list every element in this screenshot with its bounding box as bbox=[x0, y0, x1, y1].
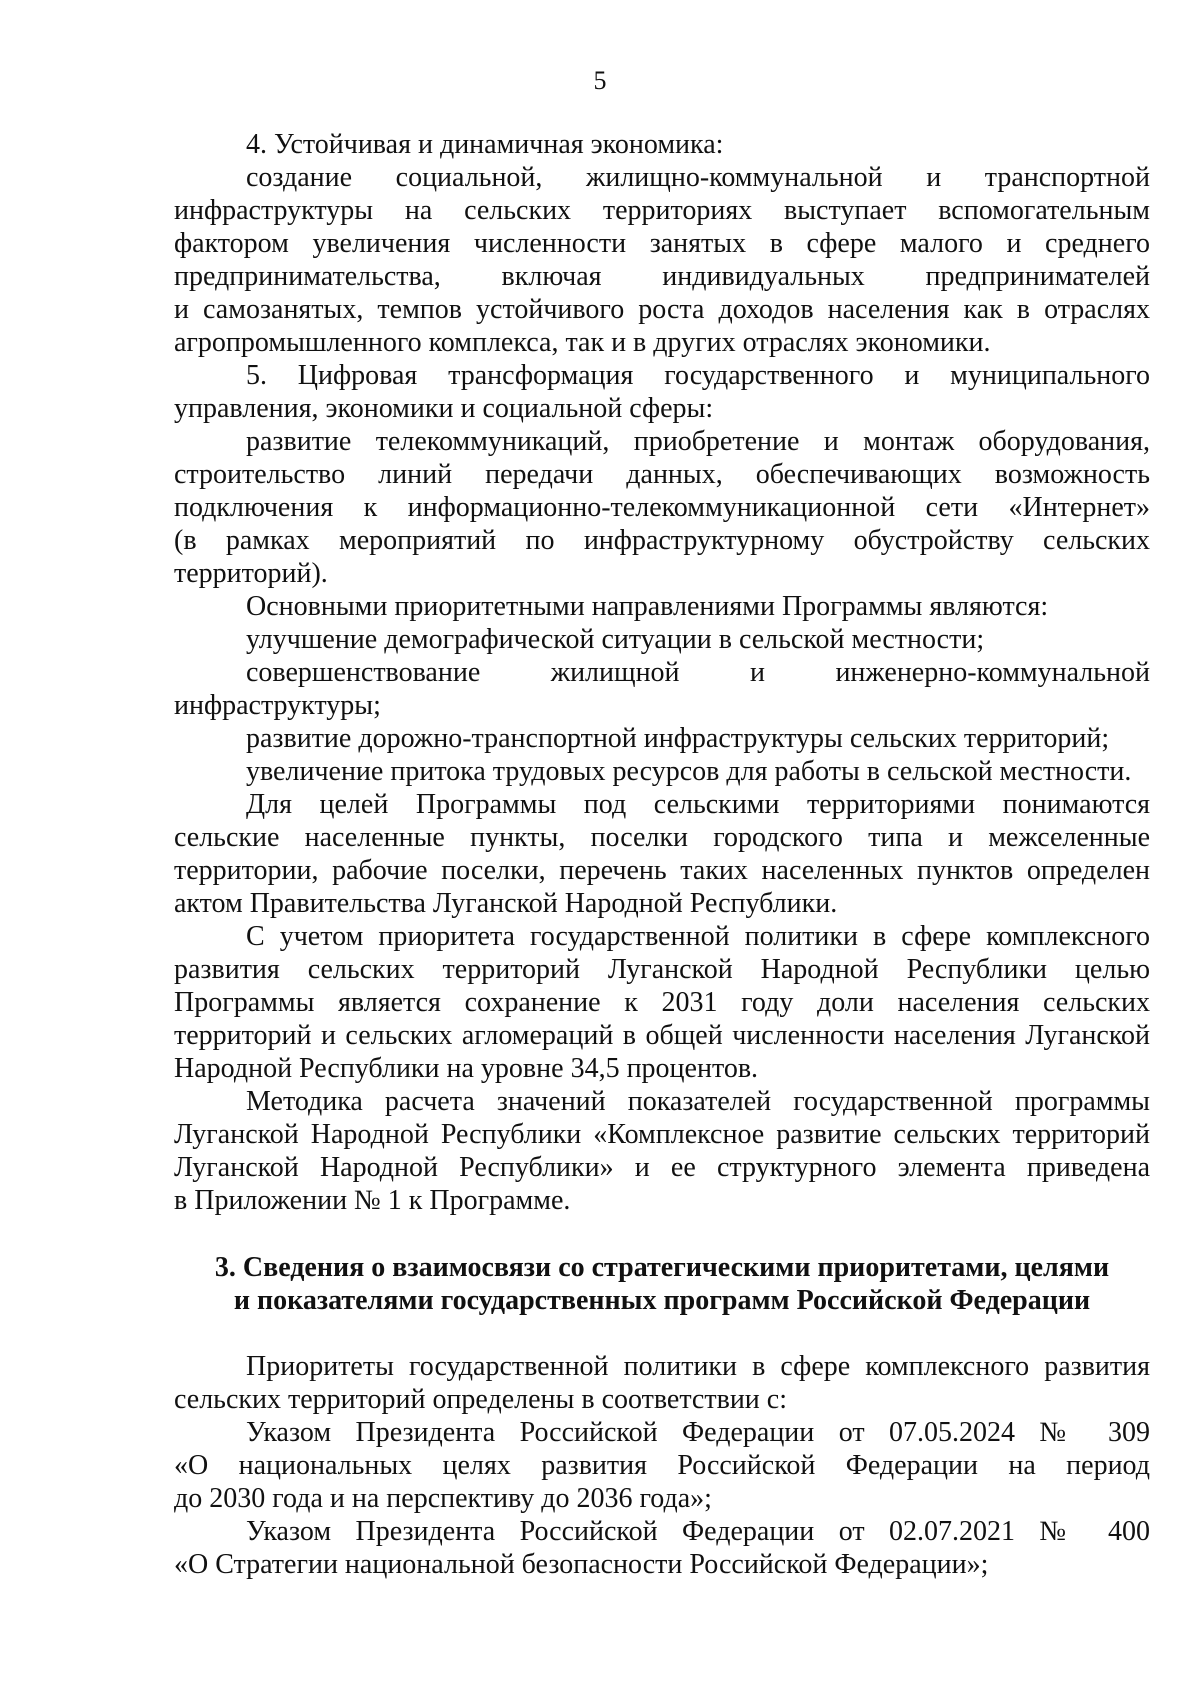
text-line: увеличение притока трудовых ресурсов для работы в сельской местности. bbox=[246, 756, 1132, 787]
text-line: инфраструктуры; bbox=[174, 690, 381, 721]
text-line: Для целей Программы под сельскими территориями понимаются bbox=[246, 789, 1150, 820]
spacer bbox=[174, 1217, 1150, 1251]
text-line: Основными приоритетными направлениями Программы являются: bbox=[246, 591, 1049, 622]
spacer bbox=[174, 1317, 1150, 1350]
text-line: инфраструктуры на сельских территориях выступает вспомогательным bbox=[174, 195, 1150, 226]
text-line: в Приложении № 1 к Программе. bbox=[174, 1185, 571, 1216]
text-line: фактором увеличения численности занятых в сфере малого и среднего bbox=[174, 228, 1150, 259]
heading-line-1: 3. Сведения о взаимосвязи со стратегическими приоритетами, целями bbox=[214, 1252, 1110, 1283]
section-heading bbox=[174, 1251, 1150, 1317]
text-line: территорий). bbox=[174, 558, 328, 589]
text-line: Народной Республики на уровне 34,5 процентов. bbox=[174, 1053, 759, 1084]
text-line: и самозанятых, темпов устойчивого роста доходов населения как в отраслях bbox=[174, 294, 1150, 325]
text-line: развития сельских территорий Луганской Народной Республики целью bbox=[174, 954, 1150, 985]
text-line: сельских территорий определены в соответствии с: bbox=[174, 1384, 787, 1415]
text-line: управления, экономики и социальной сферы: bbox=[174, 393, 714, 424]
text-line: до 2030 года и на перспективу до 2036 года»; bbox=[174, 1483, 712, 1514]
text-line: Луганской Народной Республики» и ее структурного элемента приведена bbox=[174, 1152, 1150, 1183]
text-line: совершенствование жилищной и инженерно-коммунальной bbox=[246, 657, 1150, 688]
section-3-text bbox=[174, 1350, 1150, 1581]
text-line: Указом Президента Российской Федерации от 07.05.2024 № 309 bbox=[246, 1417, 1150, 1448]
text-line: Указом Президента Российской Федерации от 02.07.2021 № 400 bbox=[246, 1516, 1150, 1547]
text-line: предпринимательства, включая индивидуальных предпринимателей bbox=[174, 261, 1150, 292]
page-number: 5 bbox=[593, 66, 607, 95]
text-line: 5. Цифровая трансформация государственного и муниципального bbox=[246, 360, 1150, 391]
text-line: С учетом приоритета государственной политики в сфере комплексного bbox=[246, 921, 1150, 952]
text-line: «О Стратегии национальной безопасности Российской Федерации»; bbox=[174, 1549, 989, 1580]
text-line: территорий и сельских агломераций в общей численности населения Луганской bbox=[174, 1020, 1150, 1051]
text-line: (в рамках мероприятий по инфраструктурному обустройству сельских bbox=[174, 525, 1150, 556]
text-line: развитие дорожно-транспортной инфраструктуры сельских территорий; bbox=[246, 723, 1110, 754]
text-line: Методика расчета значений показателей государственной программы bbox=[246, 1086, 1150, 1117]
text-line: агропромышленного комплекса, так и в других отраслях экономики. bbox=[174, 327, 991, 358]
document-body bbox=[174, 128, 1150, 1581]
text-line: строительство линий передачи данных, обеспечивающих возможность bbox=[174, 459, 1150, 490]
text-line: подключения к информационно-телекоммуникационной сети «Интернет» bbox=[174, 492, 1150, 523]
text-line: Луганской Народной Республики «Комплексное развитие сельских территорий bbox=[174, 1119, 1150, 1150]
text-line: сельские населенные пункты, поселки городского типа и межселенные bbox=[174, 822, 1150, 853]
text-line: 4. Устойчивая и динамичная экономика: bbox=[246, 129, 724, 160]
text-line: «О национальных целях развития Российской Федерации на период bbox=[174, 1450, 1150, 1481]
text-line: актом Правительства Луганской Народной Республики. bbox=[174, 888, 838, 919]
text-line: Программы является сохранение к 2031 году доли населения сельских bbox=[174, 987, 1150, 1018]
heading-line-2: и показателями государственных программ Российской Федерации bbox=[233, 1285, 1091, 1316]
text-line: территории, рабочие поселки, перечень таких населенных пунктов определен bbox=[174, 855, 1150, 886]
section-4-text bbox=[174, 128, 1150, 1217]
text-line: развитие телекоммуникаций, приобретение и монтаж оборудования, bbox=[246, 426, 1150, 457]
text-line: Приоритеты государственной политики в сфере комплексного развития bbox=[246, 1351, 1150, 1382]
text-line: создание социальной, жилищно-коммунальной и транспортной bbox=[246, 162, 1150, 193]
text-line: улучшение демографической ситуации в сельской местности; bbox=[246, 624, 985, 655]
